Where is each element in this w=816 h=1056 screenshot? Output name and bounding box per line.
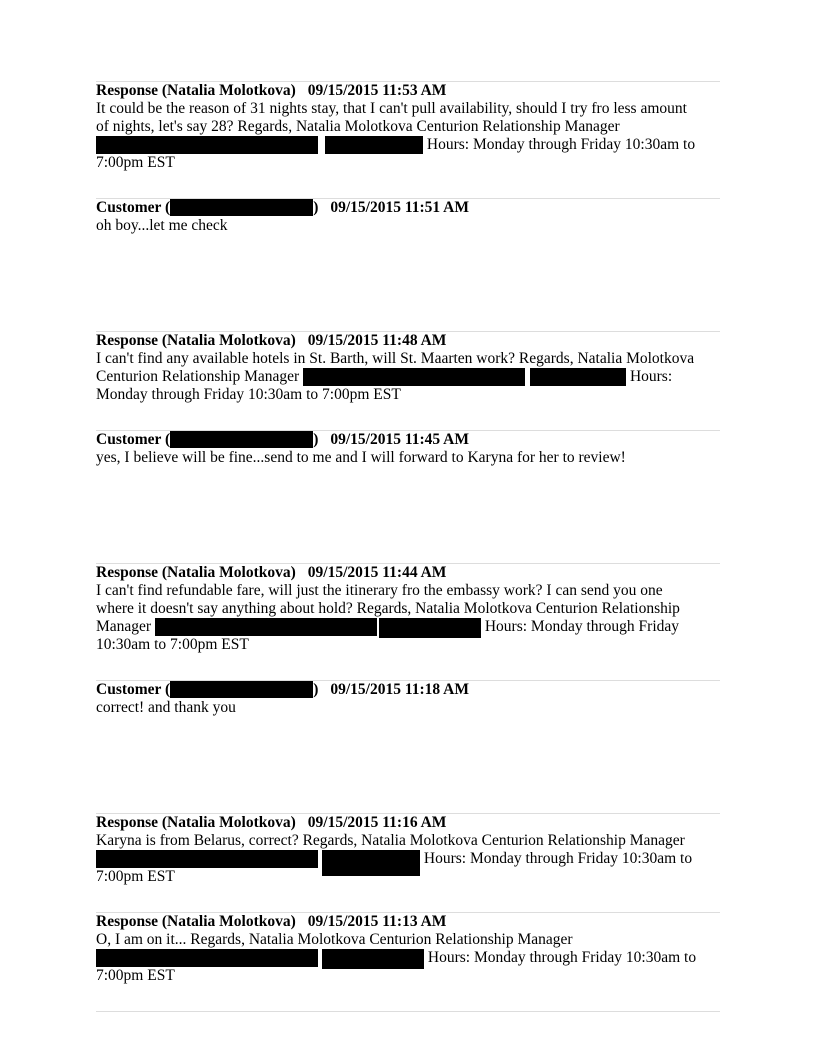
sender-label: Customer (	[96, 681, 171, 698]
message-entry	[96, 431, 720, 467]
timestamp: 09/15/2015 11:13 AM	[307, 913, 447, 930]
redaction-block	[325, 136, 423, 154]
timestamp: 09/15/2015 11:48 AM	[307, 332, 447, 349]
redaction-block	[96, 850, 318, 868]
message-line: I can't find any available hotels in St. Barth, will St. Maarten work? Regards, Natalia Molotkova	[96, 350, 695, 367]
timestamp: 09/15/2015 11:18 AM	[330, 681, 469, 698]
redaction-block	[170, 431, 313, 448]
timestamp: 09/15/2015 11:44 AM	[307, 564, 447, 581]
message-line	[96, 618, 720, 636]
message-entry	[96, 199, 720, 235]
message-header	[96, 431, 720, 449]
message-header	[96, 814, 720, 832]
message-text: Hours: Monday through Friday 10:30am to	[423, 850, 693, 867]
redaction-block	[170, 681, 313, 698]
sender-label: Response (Natalia Molotkova)	[96, 564, 296, 581]
message-entry	[96, 913, 720, 985]
message-text: Manager	[96, 618, 152, 635]
redaction-block	[303, 368, 525, 386]
message-header	[96, 332, 720, 350]
redaction-block	[170, 199, 313, 216]
message-line: of nights, let's say 28? Regards, Natalia Molotkova Centurion Relationship Manager	[96, 118, 620, 135]
message-line: It could be the reason of 31 nights stay, that I can't pull availability, should I try fro less amount	[96, 100, 687, 117]
message-entry	[96, 564, 720, 654]
message-entry	[96, 82, 720, 172]
separator	[96, 1011, 720, 1012]
message-header	[96, 681, 720, 699]
message-entry	[96, 681, 720, 717]
sender-label-close: )	[313, 681, 319, 698]
sender-label: Response (Natalia Molotkova)	[96, 814, 296, 831]
message-text: Hours:	[629, 368, 673, 385]
message-line: Karyna is from Belarus, correct? Regards, Natalia Molotkova Centurion Relationship Manager	[96, 832, 685, 849]
sender-label: Customer (	[96, 199, 171, 216]
sender-label-close: )	[313, 199, 319, 216]
redaction-block	[379, 618, 481, 638]
redaction-block	[155, 618, 377, 636]
message-line	[96, 368, 720, 386]
message-line: 7:00pm EST	[96, 154, 175, 171]
sender-label: Response (Natalia Molotkova)	[96, 913, 296, 930]
sender-label: Response (Natalia Molotkova)	[96, 332, 296, 349]
message-header	[96, 564, 720, 582]
sender-label: Response (Natalia Molotkova)	[96, 82, 296, 99]
redaction-block	[96, 136, 318, 154]
message-header	[96, 913, 720, 931]
message-line: yes, I believe will be fine...send to me and I will forward to Karyna for her to review!	[96, 449, 626, 466]
redaction-block	[530, 368, 626, 386]
message-line: O, I am on it... Regards, Natalia Molotkova Centurion Relationship Manager	[96, 931, 573, 948]
message-line: correct! and thank you	[96, 699, 236, 716]
redaction-block	[96, 949, 318, 967]
timestamp: 09/15/2015 11:53 AM	[307, 82, 447, 99]
message-line: I can't find refundable fare, will just the itinerary fro the embassy work? I can send you one	[96, 582, 663, 599]
message-text: Hours: Monday through Friday	[484, 618, 680, 635]
timestamp: 09/15/2015 11:51 AM	[330, 199, 469, 216]
message-line	[96, 136, 720, 154]
sender-label-close: )	[313, 431, 319, 448]
message-header	[96, 199, 720, 217]
message-entry	[96, 814, 720, 886]
message-header	[96, 82, 720, 100]
message-line	[96, 850, 720, 868]
redaction-block	[322, 949, 424, 969]
message-line: where it doesn't say anything about hold? Regards, Natalia Molotkova Centurion Relationship	[96, 600, 680, 617]
timestamp: 09/15/2015 11:45 AM	[330, 431, 469, 448]
message-text: Hours: Monday through Friday 10:30am to	[426, 136, 696, 153]
message-text: Centurion Relationship Manager	[96, 368, 300, 385]
message-line: oh boy...let me check	[96, 217, 228, 234]
message-line: Monday through Friday 10:30am to 7:00pm EST	[96, 386, 401, 403]
message-line	[96, 949, 720, 967]
message-line: 7:00pm EST	[96, 868, 175, 885]
message-line: 7:00pm EST	[96, 967, 175, 984]
sender-label: Customer (	[96, 431, 171, 448]
timestamp: 09/15/2015 11:16 AM	[307, 814, 447, 831]
message-line: 10:30am to 7:00pm EST	[96, 636, 249, 653]
message-entry	[96, 332, 720, 404]
message-text: Hours: Monday through Friday 10:30am to	[427, 949, 697, 966]
